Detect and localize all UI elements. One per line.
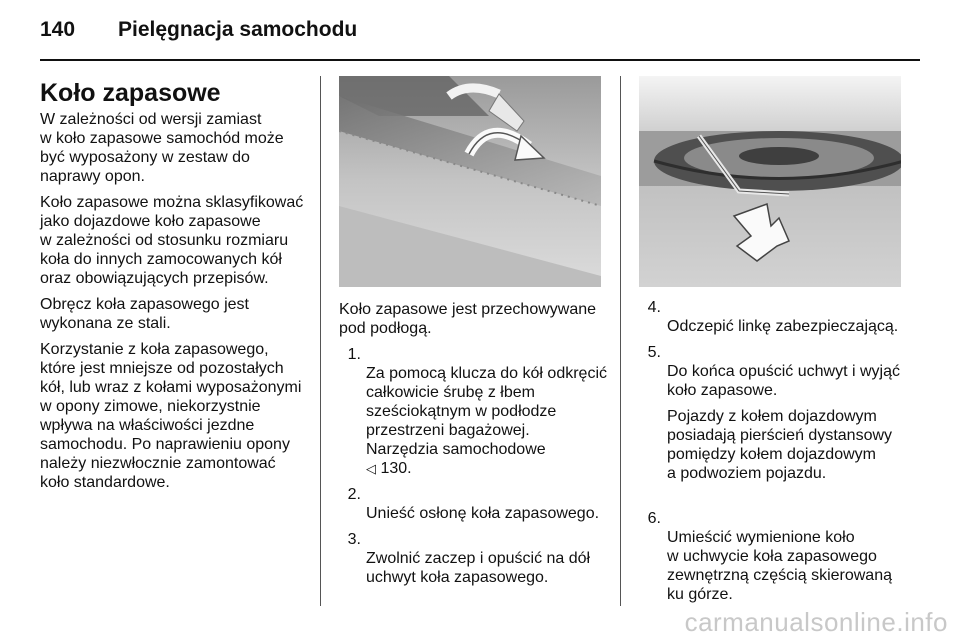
steps-list [339,345,611,587]
step-text: Zwolnić zaczep i opuścić na dół uchwyt koła zapasowego. [366,550,591,586]
step-number: 3. [347,531,361,548]
step-text: Umieścić wymienione koło w uchwycie koła zapasowego zewnętrzną częścią skierowaną ku górze. [667,529,892,603]
step-number: 4. [647,299,661,316]
step-text: Unieść osłonę koła zapasowego. [366,505,600,522]
column-2 [339,300,611,594]
figure-spare-wheel [639,76,901,287]
page-number: 140 [40,18,76,41]
column-3 [639,298,909,611]
steps-list [639,298,909,604]
page-header [40,8,920,52]
column-divider [620,76,621,606]
step-text: Do końca opuścić uchwyt i wyjąć koło zapasowe. [667,363,900,399]
paragraph: Obręcz koła zapasowego jest wykonana ze stali. [40,296,249,332]
header-rule [40,59,920,61]
list-item [639,343,909,502]
step-number: 1. [347,346,361,363]
list-item [639,298,909,336]
list-item [639,509,909,604]
step-text: Za pomocą klucza do kół odkręcić całkowicie śrubę z łbem sześciokątnym w podłodze przestrzeni bagażowej. Narzędzia samochodowe [366,365,607,458]
step-number: 6. [647,510,661,527]
step-number: 5. [647,344,661,361]
figure-trunk-floor [339,76,601,287]
paragraph: W zależności od wersji zamiast w koło zapasowe samochód może być wyposażony w zestaw do naprawy opon. [40,111,284,185]
trunk-floor-illustration [339,76,601,287]
paragraph: Koło zapasowe można sklasyfikować jako dojazdowe koło zapasowe w zależności od stosunku rozmiaru koła do innych zamocowanych kół oraz obowiązujących przepisów. [40,194,304,287]
step-text: Odczepić linkę zabezpieczającą. [667,318,899,335]
list-item [339,345,611,478]
step-number: 2. [347,486,361,503]
page-reference: 130. [376,460,412,477]
page-reference-icon: ◁ [366,461,376,476]
spare-wheel-illustration [639,76,901,287]
page-title: Pielęgnacja samochodu [118,18,358,41]
step-note: Pojazdy z kołem dojazdowym posiadają pierścień dystansowy pomiędzy kołem dojazdowym a podwoziem pojazdu. [667,408,893,482]
watermark: carmanualsonline.info [684,607,948,637]
column-divider [320,76,321,606]
list-item [339,485,611,523]
intro-text: Koło zapasowe jest przechowywane pod podłogą. [339,301,597,337]
column-1 [40,78,312,499]
list-item [339,530,611,587]
section-heading: Koło zapasowe [40,79,221,107]
paragraph: Korzystanie z koła zapasowego, które jest mniejsze od pozostałych kół, lub wraz z kołami wyposażonymi w opony zimowe, niekorzystnie wpływa na właściwości jezdne samochodu. Po naprawieniu opony należy niezwłocznie zamontować koło standardowe. [40,341,302,491]
